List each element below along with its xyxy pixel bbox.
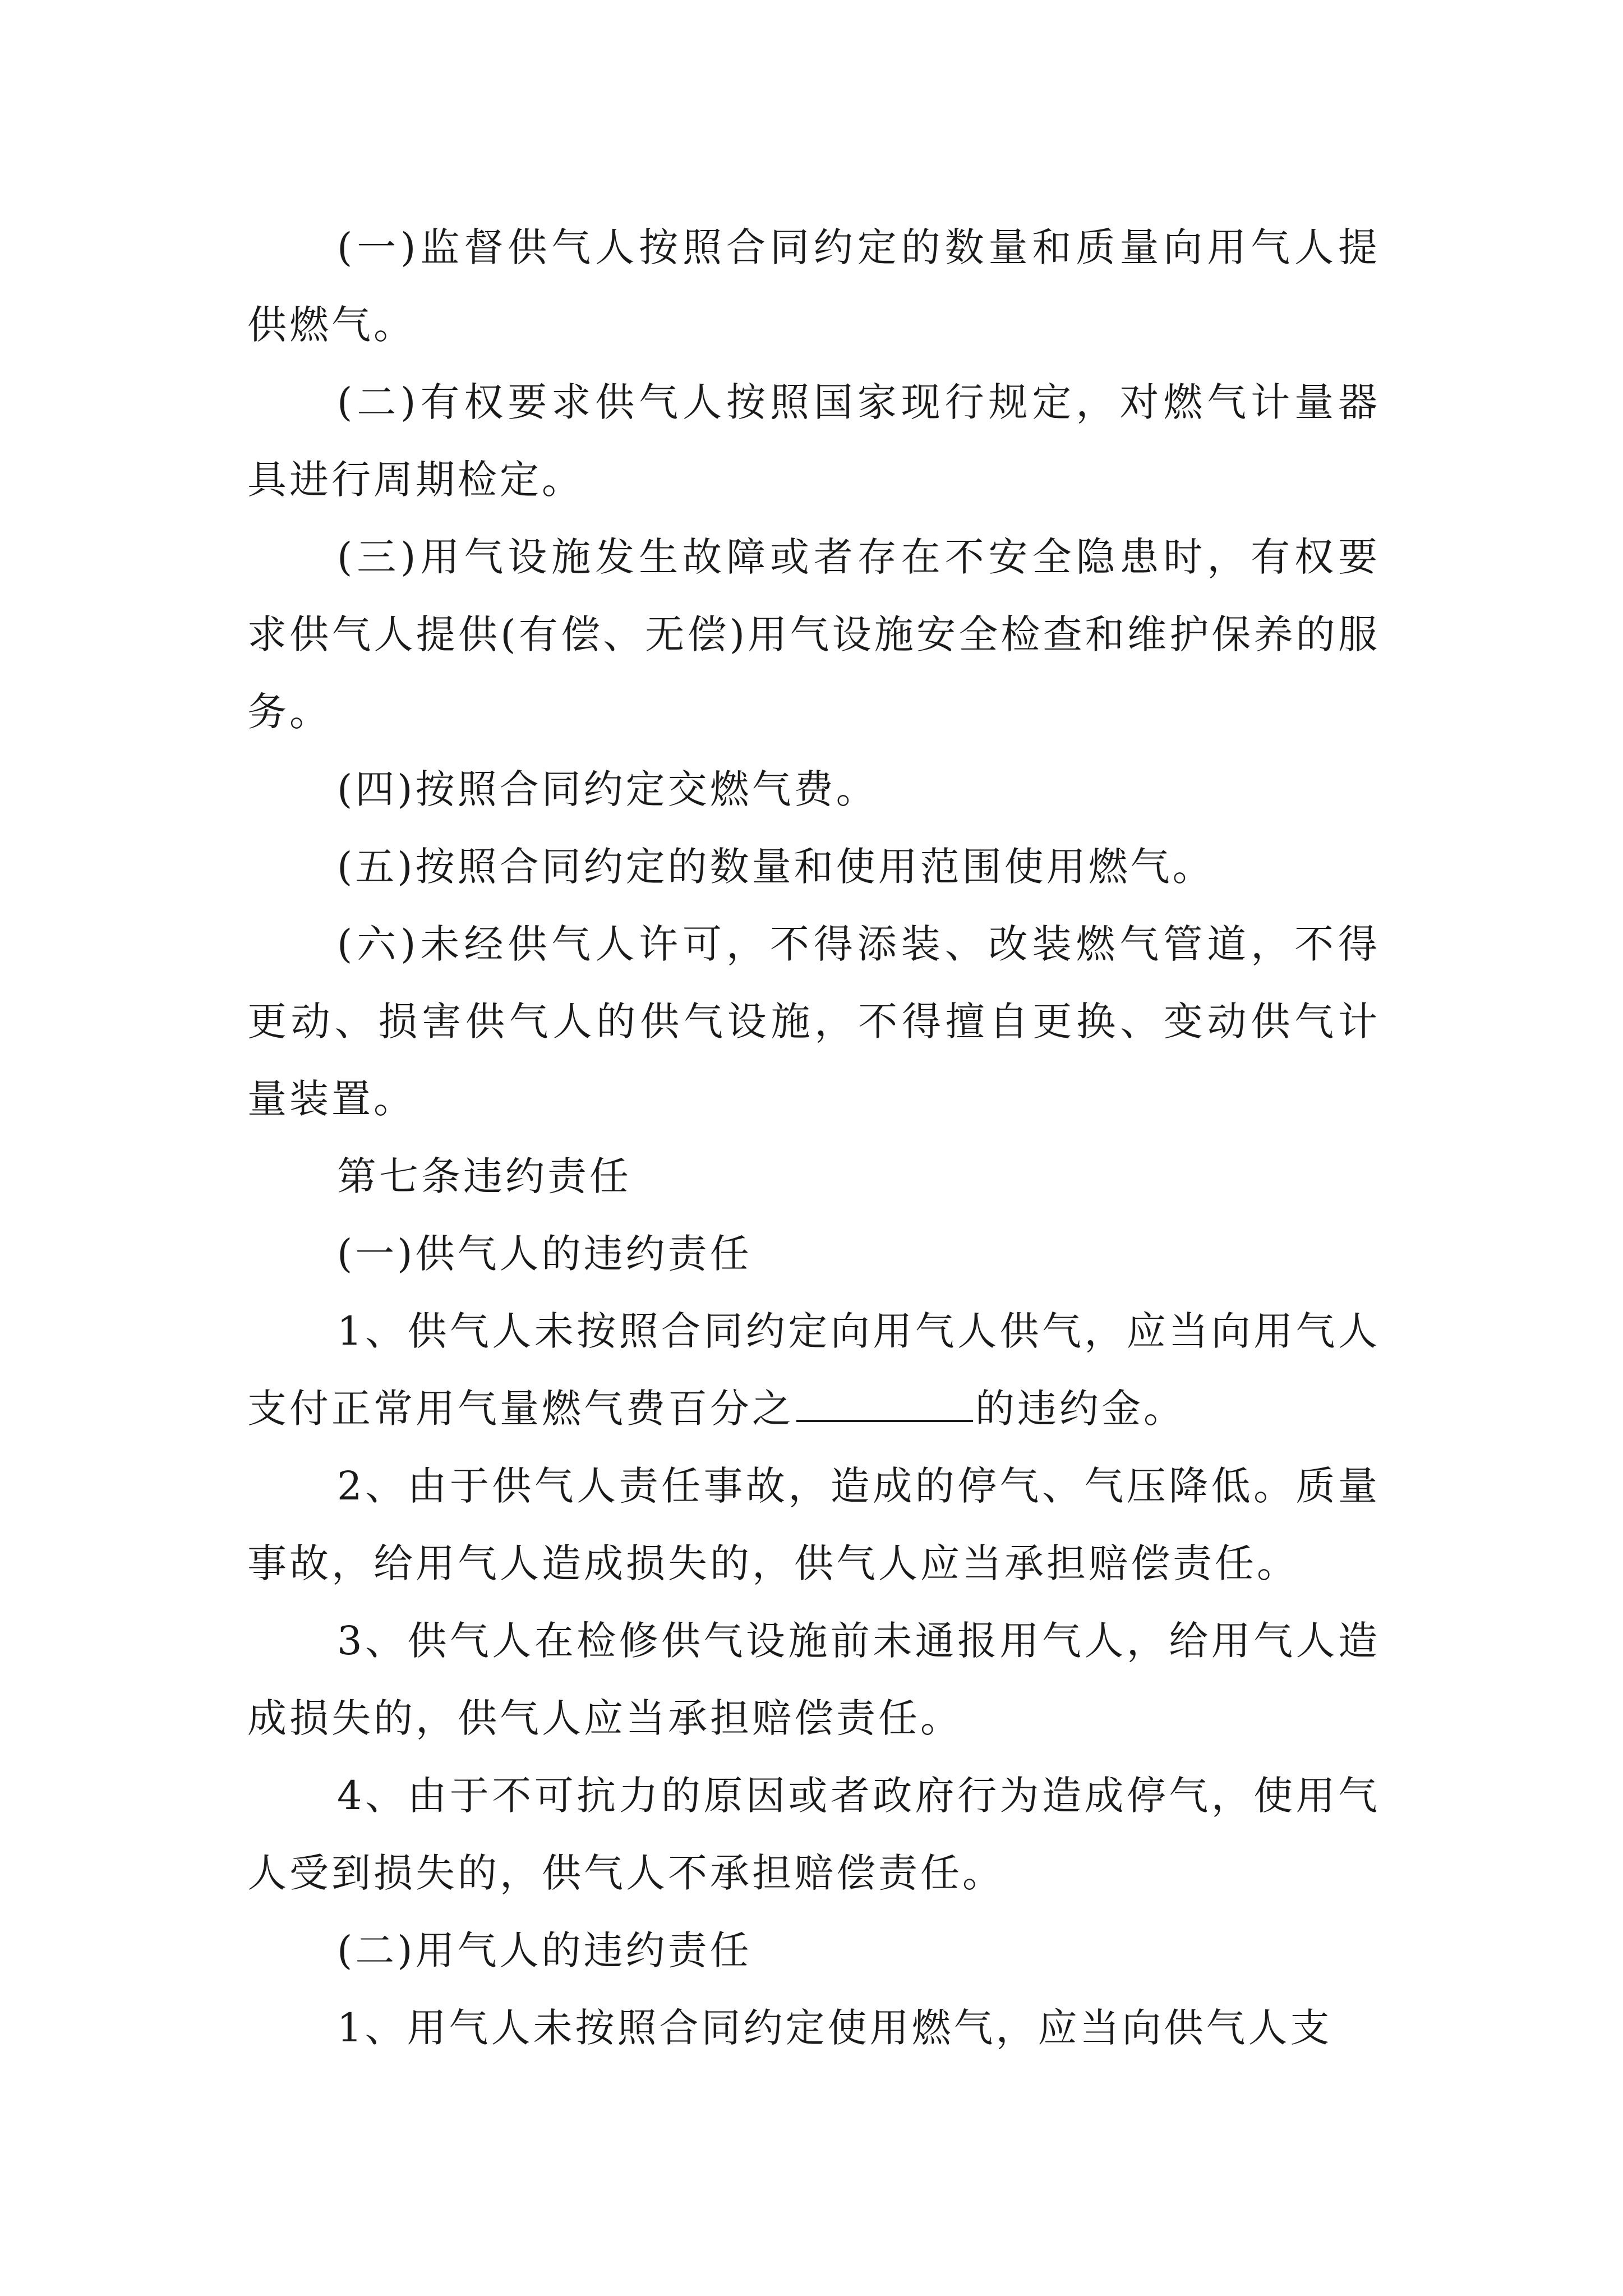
penalty-percentage-blank bbox=[796, 1387, 973, 1422]
clause-no-modification: (六)未经供气人许可，不得添装、改装燃气管道，不得更动、损害供气人的供气设施，不得擅自更换、变动供气计量装置。 bbox=[247, 921, 1380, 1122]
clause-safety-inspection: (三)用气设施发生故障或者存在不安全隐患时，有权要求供气人提供(有偿、无偿)用气设施安全检查和维护保养的服务。 bbox=[247, 534, 1380, 735]
document-body bbox=[247, 209, 1380, 2067]
supplier-liability-heading: (一)供气人的违约责任 bbox=[337, 1231, 752, 1277]
item-1-text-before: 1、供气人未按照合同约定向用气人供气，应当向用气人支付正常用气量燃气费百分之 bbox=[247, 1308, 1380, 1432]
user-liability-item-1: 1、用气人未按照合同约定使用燃气，应当向供气人支 bbox=[337, 2005, 1332, 2051]
supplier-liability-item-3: 3、供气人在检修供气设施前未通报用气人，给用气人造成损失的，供气人应当承担赔偿责任。 bbox=[247, 1618, 1380, 1741]
item-1-text-after: 的违约金。 bbox=[975, 1386, 1186, 1432]
user-liability-heading: (二)用气人的违约责任 bbox=[337, 1927, 752, 1973]
clause-meter-verification: (二)有权要求供气人按照国家现行规定，对燃气计量器具进行周期检定。 bbox=[247, 379, 1380, 503]
supplier-liability-item-4: 4、由于不可抗力的原因或者政府行为造成停气，使用气人受到损失的，供气人不承担赔偿责任。 bbox=[247, 1773, 1380, 1896]
supplier-liability-item-2: 2、由于供气人责任事故，造成的停气、气压降低。质量事故，给用气人造成损失的，供气人应当承担赔偿责任。 bbox=[247, 1463, 1380, 1586]
article-seven-heading: 第七条违约责任 bbox=[337, 1153, 631, 1199]
clause-pay-fees: (四)按照合同约定交燃气费。 bbox=[337, 766, 878, 812]
supplier-liability-item-1 bbox=[247, 1292, 1380, 1447]
clause-supervise-supply: (一)监督供气人按照合同约定的数量和质量向用气人提供燃气。 bbox=[247, 224, 1380, 348]
clause-usage-scope: (五)按照合同约定的数量和使用范围使用燃气。 bbox=[337, 844, 1215, 890]
